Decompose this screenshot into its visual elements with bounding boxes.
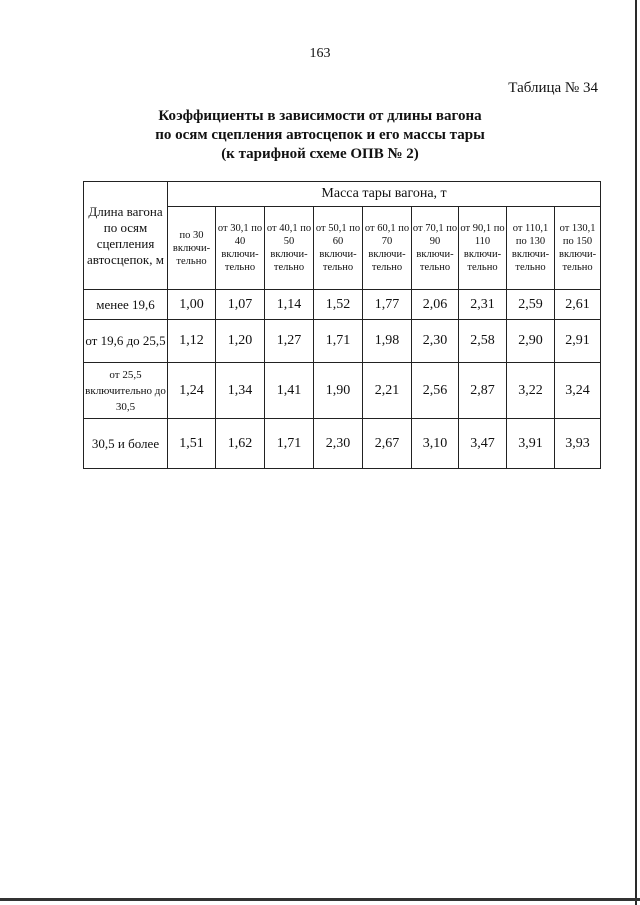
table-cell: 2,91	[555, 320, 601, 363]
column-header: от 60,1 по 70 включи-тельно	[363, 207, 412, 290]
table-cell: 1,07	[216, 290, 265, 320]
table-label: Таблица № 34	[508, 80, 598, 96]
table-cell: 1,34	[216, 363, 265, 419]
column-header: от 40,1 по 50 включи-тельно	[265, 207, 314, 290]
table-cell: 1,41	[265, 363, 314, 419]
table-cell: 3,24	[555, 363, 601, 419]
table-cell: 1,24	[168, 363, 216, 419]
column-header: от 30,1 по 40 включи-тельно	[216, 207, 265, 290]
table-cell: 3,47	[459, 419, 507, 469]
column-header: от 130,1 по 150 включи-тельно	[555, 207, 601, 290]
title-line: (к тарифной схеме ОПВ № 2)	[221, 146, 419, 162]
table-cell: 1,51	[168, 419, 216, 469]
table-cell: 2,87	[459, 363, 507, 419]
column-header: от 50,1 по 60 включи-тельно	[314, 207, 363, 290]
row-label: от 25,5 включительно до 30,5	[84, 363, 168, 419]
table-cell: 2,58	[459, 320, 507, 363]
table-row	[84, 363, 601, 419]
table-cell: 3,91	[507, 419, 555, 469]
row-label: от 19,6 до 25,5	[84, 320, 168, 363]
table-cell: 2,56	[412, 363, 459, 419]
column-header: по 30 включи-тельно	[168, 207, 216, 290]
column-header: от 110,1 по 130 включи-тельно	[507, 207, 555, 290]
column-header: от 70,1 по 90 включи-тельно	[412, 207, 459, 290]
page-edge-bottom	[0, 898, 640, 901]
table-cell: 3,93	[555, 419, 601, 469]
table-cell: 2,30	[412, 320, 459, 363]
document-title	[0, 107, 640, 164]
table-cell: 1,62	[216, 419, 265, 469]
table-cell: 2,06	[412, 290, 459, 320]
table-cell: 1,00	[168, 290, 216, 320]
table-cell: 1,98	[363, 320, 412, 363]
corner-header: Длина вагона по осям сцепления автосцепок, м	[84, 182, 168, 290]
table-cell: 3,22	[507, 363, 555, 419]
table-cell: 2,21	[363, 363, 412, 419]
table-cell: 1,71	[314, 320, 363, 363]
table-row	[84, 290, 601, 320]
table-cell: 1,52	[314, 290, 363, 320]
table-cell: 3,10	[412, 419, 459, 469]
table-row	[84, 419, 601, 469]
table-cell: 2,90	[507, 320, 555, 363]
table-cell: 1,71	[265, 419, 314, 469]
mass-header: Масса тары вагона, т	[168, 182, 601, 207]
row-label: менее 19,6	[84, 290, 168, 320]
table-cell: 2,30	[314, 419, 363, 469]
column-header: от 90,1 по 110 включи-тельно	[459, 207, 507, 290]
page-number: 163	[309, 46, 331, 61]
table-row	[84, 320, 601, 363]
table-cell: 2,31	[459, 290, 507, 320]
table-cell: 1,14	[265, 290, 314, 320]
table-cell: 2,67	[363, 419, 412, 469]
table-cell: 2,59	[507, 290, 555, 320]
table-cell: 1,90	[314, 363, 363, 419]
table-cell: 1,12	[168, 320, 216, 363]
title-line: по осям сцепления автосцепок и его массы тары	[155, 127, 485, 143]
table-cell: 1,77	[363, 290, 412, 320]
row-label: 30,5 и более	[84, 419, 168, 469]
title-line: Коэффициенты в зависимости от длины вагона	[158, 108, 482, 124]
table-cell: 1,20	[216, 320, 265, 363]
table-cell: 2,61	[555, 290, 601, 320]
coefficients-table	[83, 181, 601, 469]
table-cell: 1,27	[265, 320, 314, 363]
